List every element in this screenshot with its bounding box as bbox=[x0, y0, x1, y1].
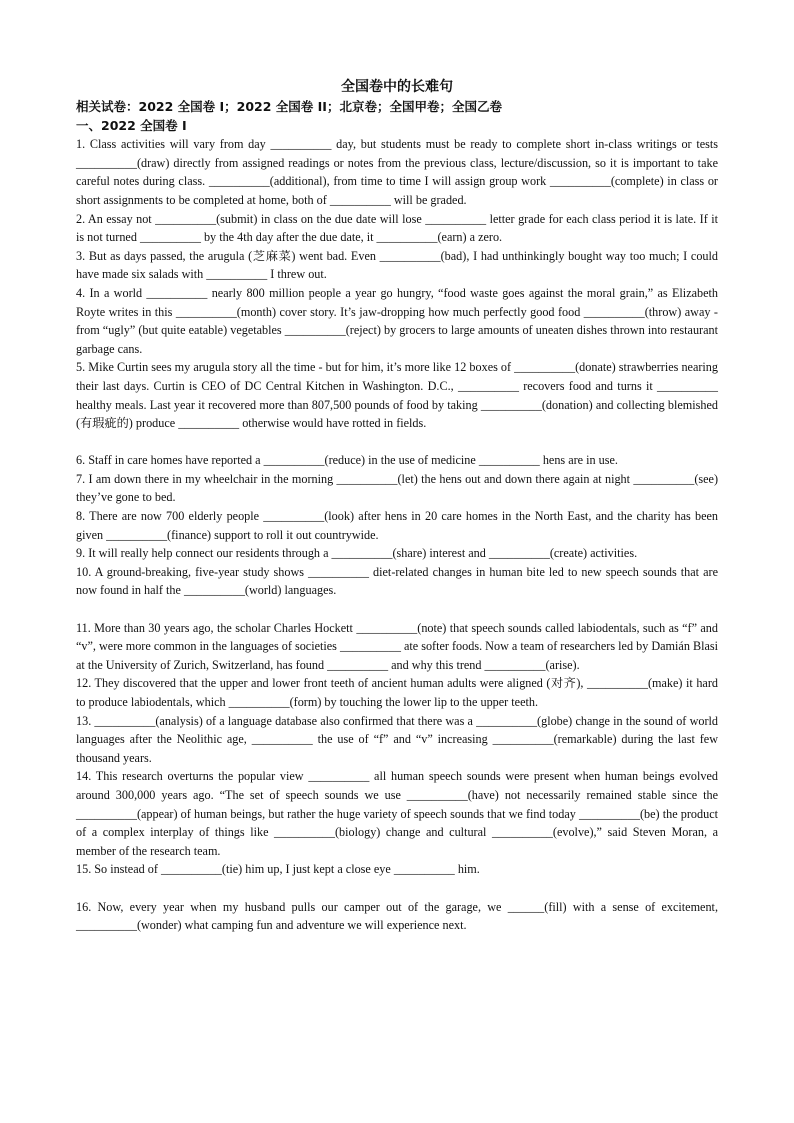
question-item: 13. __________(analysis) of a language database also confirmed that there was a __________(globe) change in the sound of world languages after the Neolithic age, __________ the use of “f” and “v” increasing __________(remarkable) during the last few thousand years. bbox=[76, 713, 718, 765]
question-item: 2. An essay not __________(submit) in class on the due date will lose __________ letter grade for each class period it is late. If it is not turned __________ by the 4th day after the due date, it __________(earn) a zero. bbox=[76, 211, 718, 245]
question-item: 5. Mike Curtin sees my arugula story all the time - but for him, it’s more like 12 boxes of __________(donate) strawberries nearing their last days. Curtin is CEO of DC Central Kitchen in Washington. D.C., __________ recovers food and turns it __________ healthy meals. Last year it recovered more than 807,500 pounds of food by taking __________(donation) and collecting blemished (有瑕疵的) produce __________ otherwise would have rotted in fields. bbox=[76, 360, 718, 431]
question-item: 6. Staff in care homes have reported a __________(reduce) in the use of medicine __________ hens are in use. bbox=[76, 453, 618, 468]
blank-line bbox=[76, 433, 718, 452]
document-page bbox=[76, 78, 718, 935]
question-item: 7. I am down there in my wheelchair in the morning __________(let) the hens out and down there again at night __________(see) they’ve gone to bed. bbox=[76, 471, 718, 505]
question-item: 1. Class activities will vary from day __________ day, but students must be ready to complete short in-class writings or tests __________(draw) directly from assigned readings or notes from the previous class, lecture/discussion, so it is important to take careful notes during class. __________(additional), from time to time I will assign group work __________(complete) in class or short assignments to be completed at home, both of __________ will be graded. bbox=[76, 137, 718, 207]
question-item: 15. So instead of __________(tie) him up, I just kept a close eye __________ him. bbox=[76, 862, 480, 877]
related-papers: 相关试卷：2022 全国卷 I；2022 全国卷 II；北京卷；全国甲卷；全国乙卷 bbox=[76, 99, 502, 114]
section-heading: 一、2022 全国卷 I bbox=[76, 117, 187, 133]
question-item: 12. They discovered that the upper and lower front teeth of ancient human adults were aligned (对齐), __________(make) it hard to produce labiodentals, which __________(form) by touching the lower lip to the upper teeth. bbox=[76, 676, 718, 709]
question-item: 11. More than 30 years ago, the scholar Charles Hockett __________(note) that speech sounds called labiodentals, such as “f” and “v”, were more common in the languages of societies __________ ate softer foods. Now a team of researchers led by Damián Blasi at the University of Zurich, Switzerland, has found __________ and why this trend __________(arise). bbox=[76, 620, 719, 672]
blank-line bbox=[76, 600, 718, 619]
question-item: 4. In a world __________ nearly 800 million people a year go hungry, “food waste goes against the moral grain,” as Elizabeth Royte writes in this __________(month) cover story. It’s jaw-dropping how much perfectly good food __________(throw) away - from “ugly” (but quite eatable) vegetables __________(reject) by grocers to large amounts of uneaten dishes thrown into restaurant garbage cans. bbox=[76, 285, 718, 356]
question-item: 9. It will really help connect our residents through a __________(share) interest and __________(create) activities. bbox=[76, 546, 638, 561]
page-title: 全国卷中的长难句 bbox=[341, 79, 453, 95]
question-item: 3. But as days passed, the arugula (芝麻菜) went bad. Even __________(bad), I had unthinkingly bought way too much; I could have made six salads with __________ I threw out. bbox=[76, 248, 718, 282]
question-item: 8. There are now 700 elderly people __________(look) after hens in 20 care homes in the North East, and the charity has been given __________(finance) support to roll it out countrywide. bbox=[76, 509, 718, 542]
question-item: 16. Now, every year when my husband pulls our camper out of the garage, we ______(fill) with a sense of excitement, __________(wonder) what camping fun and adventure we will experience next. bbox=[76, 899, 718, 933]
question-item: 10. A ground-breaking, five-year study shows __________ diet-related changes in human bite led to new speech sounds that are now found in half the __________(world) languages. bbox=[76, 564, 718, 598]
question-list bbox=[76, 135, 718, 935]
blank-line bbox=[76, 879, 718, 898]
question-item: 14. This research overturns the popular view __________ all human speech sounds were present when human beings evolved around 300,000 years ago. “The set of speech sounds we use __________(have) not necessarily remained stable since the __________(appear) of human beings, but rather the huge variety of speech sounds that we find today __________(be) the product of a complex interplay of things like __________(biology) change and cultural __________(evolve),” said Steven Moran, a member of the research team. bbox=[76, 769, 718, 858]
